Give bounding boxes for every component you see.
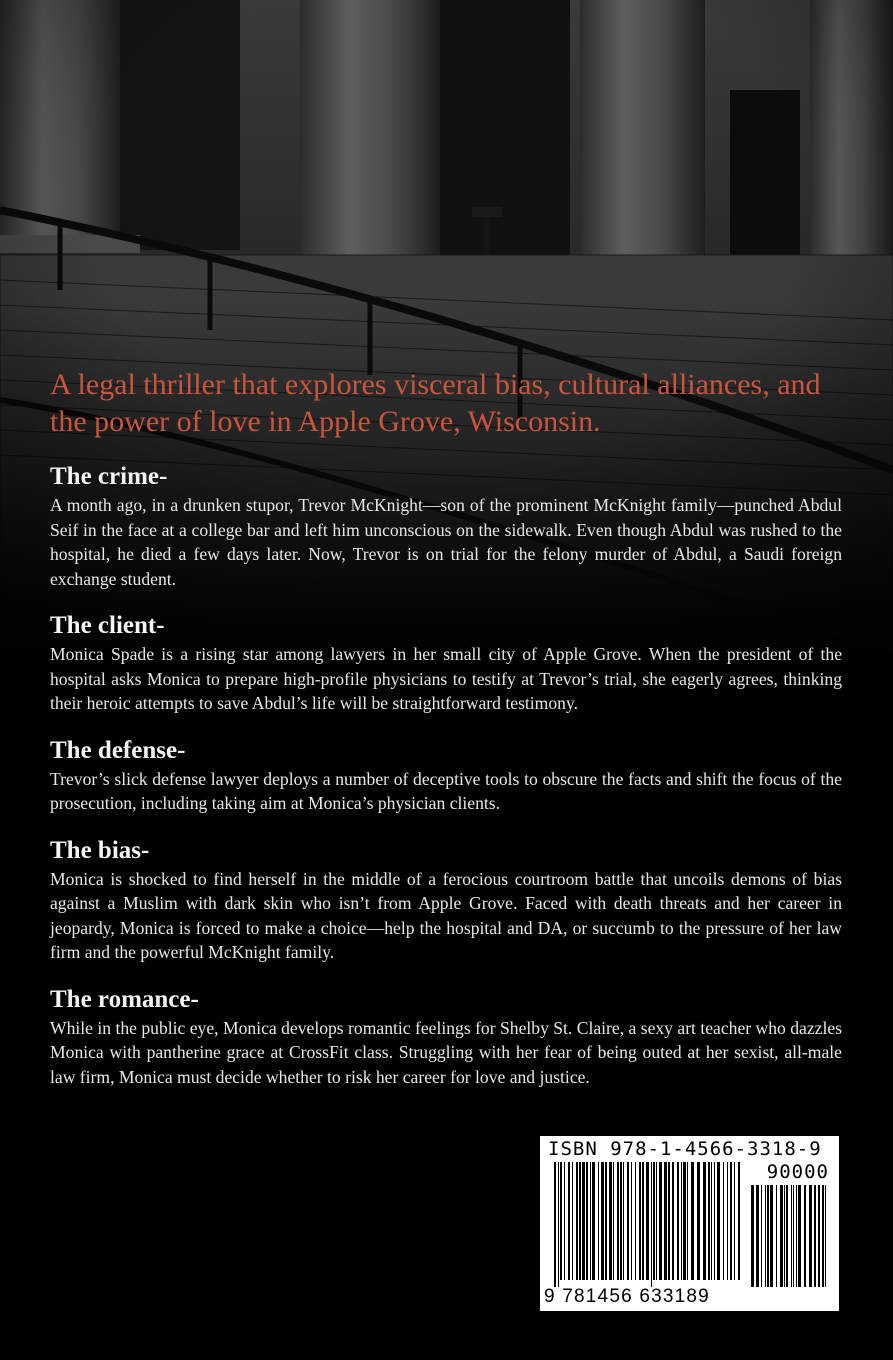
barcode-bar: [631, 1162, 632, 1280]
section-heading: The client-: [50, 612, 165, 639]
barcode-bars-icon: [554, 1162, 744, 1287]
tagline: A legal thriller that explores visceral bias, cultural alliances, and the power of love in Apple Grove, Wisconsin.: [50, 368, 821, 438]
barcode-bar: [691, 1162, 694, 1280]
barcode-bar: [653, 1162, 655, 1280]
barcode-bar: [677, 1162, 679, 1280]
barcode-bar: [786, 1185, 788, 1287]
section-bias: [50, 836, 842, 965]
barcode-bar: [651, 1162, 652, 1287]
barcode-bar: [822, 1185, 824, 1287]
barcode-bar: [761, 1185, 762, 1287]
barcode-bar: [623, 1162, 624, 1280]
barcode-bar: [659, 1162, 662, 1280]
barcode-bar: [770, 1185, 773, 1287]
isbn-label: ISBN 978-1-4566-3318-9: [548, 1138, 822, 1160]
barcode-bar: [798, 1185, 801, 1287]
barcode-bar: [554, 1162, 556, 1287]
section-heading: The romance-: [50, 985, 199, 1013]
barcode-bar: [756, 1185, 759, 1287]
barcode-bar: [714, 1162, 715, 1280]
barcode-bar: [582, 1162, 585, 1280]
synopsis: [50, 462, 842, 1109]
barcode-bar: [664, 1162, 667, 1280]
isbn-barcode: [540, 1136, 839, 1311]
barcode-bar: [627, 1162, 629, 1280]
barcode-bar: [814, 1185, 816, 1287]
section-body: Monica is shocked to find herself in the middle of a ferocious courtroom battle that uncoils demons of bias against a Muslim with dark skin who isn’t from Apple Grove. Faced with death threats and her career in jeopardy, Monica is forced to make a choice—help the hospital and DA, or succumb to the pressure of her law firm and the powerful McKnight family.: [50, 868, 842, 962]
barcode-bar: [809, 1185, 812, 1287]
barcode-bar: [609, 1162, 612, 1280]
barcode-bar: [723, 1162, 724, 1280]
addon-barcode-bars-icon: [751, 1185, 829, 1287]
barcode-bar: [568, 1162, 570, 1280]
section-heading: The crime-: [50, 463, 168, 490]
barcode-bar: [558, 1162, 559, 1287]
section-client: [50, 611, 842, 716]
barcode-bar: [683, 1162, 686, 1280]
barcode-bar: [727, 1162, 728, 1280]
barcode-bar: [613, 1162, 614, 1280]
barcode-bar: [572, 1162, 573, 1280]
barcode-bar: [560, 1162, 562, 1280]
section-body: Trevor’s slick defense lawyer deploys a number of deceptive tools to obscure the facts and shift the focus of the prosecution, including taking aim at Monica’s physician clients.: [50, 768, 842, 813]
barcode-bar: [620, 1162, 622, 1280]
barcode-bar: [730, 1162, 732, 1280]
barcode-bar: [598, 1162, 599, 1280]
barcode-bar: [751, 1185, 754, 1287]
barcode-bar: [639, 1162, 641, 1280]
barcode-bar: [708, 1162, 710, 1280]
barcode-bar: [601, 1162, 604, 1280]
barcode-bar: [605, 1162, 607, 1280]
price-code: 90000: [766, 1161, 829, 1183]
barcode-bar: [592, 1162, 595, 1280]
barcode-bar: [590, 1162, 591, 1280]
barcode-bar: [642, 1162, 644, 1280]
barcode-bar: [681, 1162, 682, 1280]
barcode-bar: [738, 1162, 740, 1280]
barcode-bar: [635, 1162, 636, 1280]
barcode-bar: [668, 1162, 670, 1280]
section-body: While in the public eye, Monica develops romantic feelings for Shelby St. Claire, a sexy art teacher who dazzles Monica with pantherine grace at CrossFit class. Struggling with her fear of being outed at her sexist, all-male law firm, Monica must decide whether to risk her career for love and justice.: [50, 1017, 842, 1087]
barcode-bar: [717, 1162, 720, 1280]
barcode-bar: [784, 1185, 785, 1287]
barcode-bar: [776, 1185, 777, 1287]
barcode-bar: [825, 1185, 826, 1287]
section-defense: [50, 736, 842, 816]
barcode-bar: [564, 1162, 565, 1280]
barcode-bar: [646, 1162, 649, 1280]
isbn-digits: 9 781456 633189: [544, 1286, 710, 1307]
section-heading: The bias-: [50, 836, 150, 864]
barcode-bar: [656, 1162, 657, 1280]
barcode-bar: [804, 1185, 806, 1287]
barcode-bar: [672, 1162, 674, 1280]
barcode-bar: [617, 1162, 619, 1280]
barcode-bar: [780, 1185, 783, 1287]
barcode-bar: [793, 1185, 794, 1287]
barcode-bar: [586, 1162, 588, 1280]
barcode-bar: [687, 1162, 688, 1280]
barcode-bar: [767, 1185, 769, 1287]
barcode-bar: [711, 1162, 712, 1280]
section-body: Monica Spade is a rising star among lawyers in her small city of Apple Grove. When the president of the hospital asks Monica to prepare high-profile physicians to testify at Trevor’s trial, she eagerly agrees, thinking their heroic attempts to save Abdul’s life will be straightforward testimony.: [50, 644, 842, 713]
barcode-bar: [791, 1185, 792, 1287]
barcode-bar: [765, 1185, 766, 1287]
barcode-bar: [734, 1162, 735, 1280]
section-crime: [50, 462, 842, 591]
section-heading: The defense-: [50, 736, 186, 764]
section-romance: [50, 985, 842, 1090]
barcode-bar: [796, 1185, 797, 1287]
section-body: A month ago, in a drunken stupor, Trevor McKnight—son of the prominent McKnight family—punched Abdul Seif in the face at a college bar and left him unconscious on the sidewalk. Even though Abdul was rushed to the hospital, he died a few days later. Now, Trevor is on trial for the felony murder of Abdul, a Saudi foreign exchange student.: [50, 495, 842, 589]
barcode-bar: [703, 1162, 706, 1280]
barcode-bar: [579, 1162, 581, 1280]
barcode-bar: [818, 1185, 820, 1287]
barcode-bar: [697, 1162, 700, 1280]
barcode-bar: [576, 1162, 578, 1280]
